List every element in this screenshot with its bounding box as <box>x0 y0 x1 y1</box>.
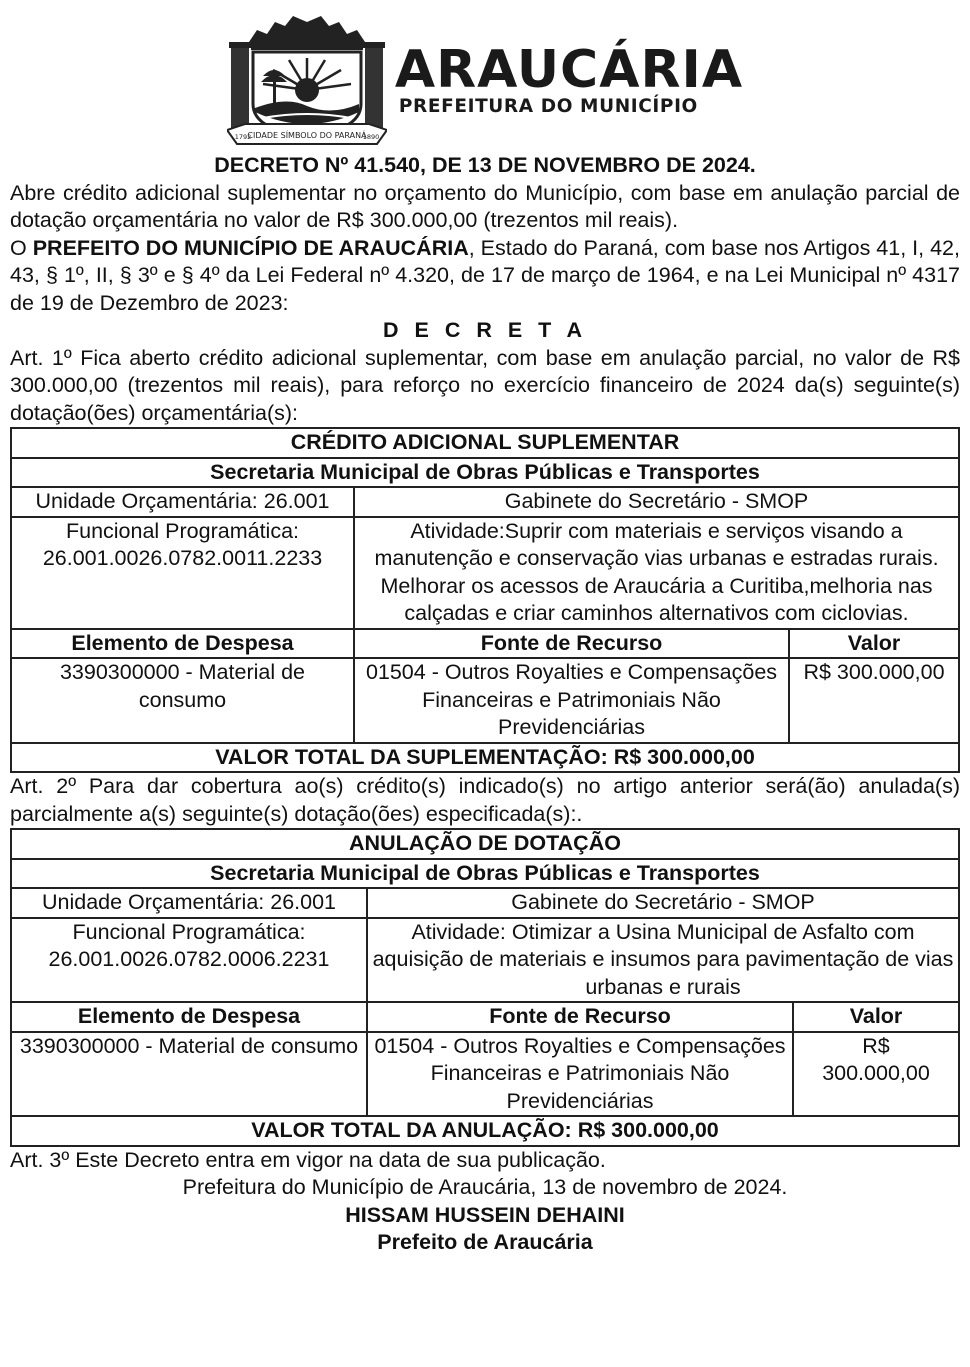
table1-unidade-value: Gabinete do Secretário - SMOP <box>354 487 959 517</box>
table2-total: VALOR TOTAL DA ANULAÇÃO: R$ 300.000,00 <box>11 1116 959 1146</box>
table2-title: ANULAÇÃO DE DOTAÇÃO <box>11 829 959 859</box>
table2-secretaria: Secretaria Municipal de Obras Públicas e Transportes <box>11 859 959 889</box>
preamble-prefix: O <box>10 235 33 260</box>
crest-year-left: 1792 <box>234 133 252 141</box>
article-2: Art. 2º Para dar cobertura ao(s) crédito(s) indicado(s) no artigo anterior será(ão) anulada(s) parcialmente a(s) seguinte(s) dotação(ões) especificada(s):. <box>10 774 960 826</box>
table2-valor: R$ 300.000,00 <box>793 1032 959 1117</box>
brand-subtitle: PREFEITURA DO MUNICÍPIO <box>398 95 698 117</box>
brand <box>394 39 744 117</box>
signer-title: Prefeito de Araucária <box>377 1230 593 1254</box>
article-1: Art. 1º Fica aberto crédito adicional suplementar, com base em anulação parcial, no valor de R$ 300.000,00 (trezentos mil reais), para reforço no exercício financeiro de 2024 da(s) seguinte(s) dotação(ões) orçamentária(s): <box>10 345 960 425</box>
table1-valor: R$ 300.000,00 <box>789 658 959 743</box>
decree-body <box>10 152 960 1257</box>
table2-col-fonte: Fonte de Recurso <box>367 1002 793 1032</box>
table1-col-fonte: Fonte de Recurso <box>354 629 789 659</box>
annulment-table <box>10 828 960 1147</box>
preamble-authority: PREFEITO DO MUNICÍPIO DE ARAUCÁRIA <box>32 235 469 260</box>
table2-unidade-value: Gabinete do Secretário - SMOP <box>367 888 959 918</box>
table1-fonte: 01504 - Outros Royalties e Compensações Financeiras e Patrimoniais Não Previdenciárias <box>354 658 789 743</box>
table1-funcional-code: 26.001.0026.0782.0011.2233 <box>42 546 323 570</box>
signer-name: HISSAM HUSSEIN DEHAINI <box>345 1202 625 1227</box>
decree-summary: Abre crédito adicional suplementar no orçamento do Município, com base em anulação parcial de dotação orçamentária no valor de R$ 300.000,00 (trezentos mil reais). <box>10 180 960 232</box>
table2-funcional-code: 26.001.0026.0782.0006.2231 <box>48 947 330 971</box>
coat-of-arms-icon <box>227 12 387 148</box>
table1-title: CRÉDITO ADICIONAL SUPLEMENTAR <box>11 428 959 458</box>
table1-total: VALOR TOTAL DA SUPLEMENTAÇÃO: R$ 300.000,00 <box>11 743 959 773</box>
table2-funcional-label: Funcional Programática: <box>72 919 306 944</box>
table1-col-elemento: Elemento de Despesa <box>11 629 354 659</box>
table1-col-valor: Valor <box>789 629 959 659</box>
table2-funcional <box>11 918 367 1003</box>
table1-secretaria: Secretaria Municipal de Obras Públicas e Transportes <box>11 458 959 488</box>
table2-col-valor: Valor <box>793 1002 959 1032</box>
article-3: Art. 3º Este Decreto entra em vigor na data de sua publicação. <box>10 1147 606 1172</box>
table1-elemento: 3390300000 - Material de consumo <box>11 658 354 743</box>
table2-unidade-label: Unidade Orçamentária: 26.001 <box>11 888 367 918</box>
supplementary-credit-table <box>10 427 960 773</box>
place-date: Prefeitura do Município de Araucária, 13 de novembro de 2024. <box>182 1175 788 1199</box>
table2-atividade: Atividade: Otimizar a Usina Municipal de Asfalto com aquisição de materiais e insumos para pavimentação de vias urbanas e rurais <box>367 918 959 1003</box>
table2-elemento: 3390300000 - Material de consumo <box>11 1032 367 1117</box>
table1-unidade-label: Unidade Orçamentária: 26.001 <box>11 487 354 517</box>
table1-funcional <box>11 517 354 629</box>
decree-title: DECRETO Nº 41.540, DE 13 DE NOVEMBRO DE 2024. <box>214 153 756 177</box>
table2-fonte: 01504 - Outros Royalties e Compensações Financeiras e Patrimoniais Não Previdenciárias <box>367 1032 793 1117</box>
header <box>10 0 960 152</box>
crest-ribbon-text: CIDADE SÍMBOLO DO PARANÁ <box>247 131 367 140</box>
preamble-rest: , Estado do Paraná, com base nos Artigos 41, I, 42, 43, § 1º, II, § 3º e § 4º da Lei Federal nº 4.320, de 17 de março de 1964, e na Lei Municipal nº 4317 de 19 de Dezembro de 2023: <box>10 235 960 315</box>
decreta-heading: D E C R E T A <box>383 318 587 342</box>
table1-atividade: Atividade:Suprir com materiais e serviços visando a manutenção e conservação vias urbanas e estradas rurais. Melhorar os acessos de Araucária a Curitiba,melhoria nas calçadas e criar caminhos alternativos com ciclovias. <box>354 517 959 629</box>
table2-col-elemento: Elemento de Despesa <box>11 1002 367 1032</box>
brand-name: ARAUCÁRIA <box>394 39 744 100</box>
table1-funcional-label: Funcional Programática: <box>65 518 300 543</box>
decree-preamble <box>10 235 960 318</box>
crest-year-right: 1890 <box>362 133 380 141</box>
